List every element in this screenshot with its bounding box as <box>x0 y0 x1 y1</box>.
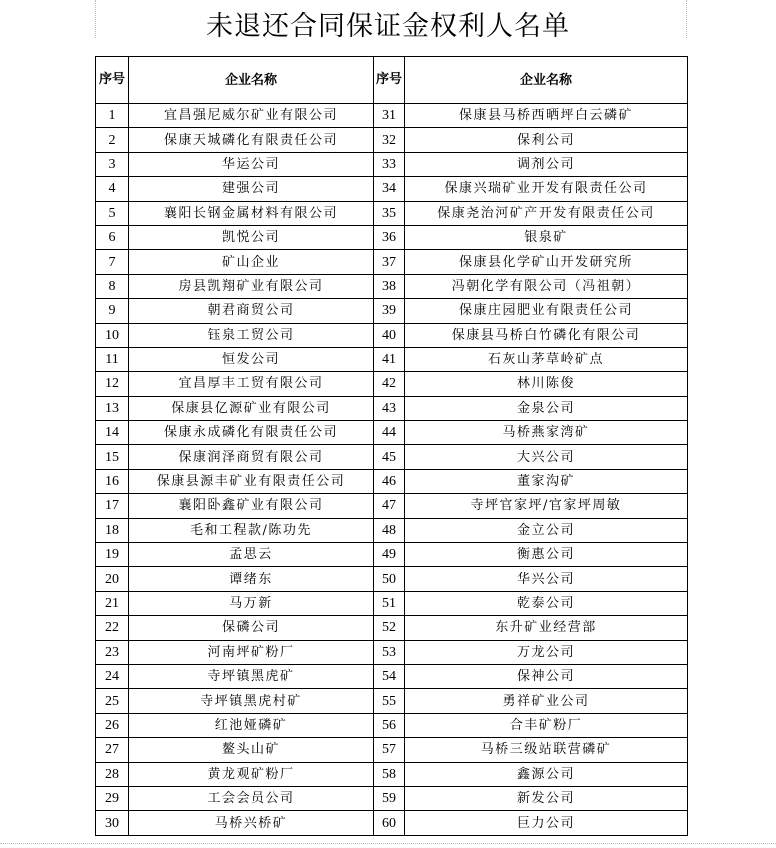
company-name-right: 马桥三级站联营磷矿 <box>405 738 688 762</box>
company-name-right: 冯朝化学有限公司（冯祖朝） <box>405 274 688 298</box>
company-name-right: 调剂公司 <box>405 152 688 176</box>
row-number-left: 18 <box>96 518 129 542</box>
row-number-right: 44 <box>374 421 405 445</box>
row-number-left: 24 <box>96 664 129 688</box>
company-name-right: 巨力公司 <box>405 811 688 835</box>
row-number-left: 12 <box>96 372 129 396</box>
company-name-left: 保康永成磷化有限责任公司 <box>129 421 374 445</box>
company-name-right: 保神公司 <box>405 664 688 688</box>
row-number-left: 3 <box>96 152 129 176</box>
table-row <box>96 299 688 323</box>
company-name-left: 马万新 <box>129 591 374 615</box>
table-row <box>96 396 688 420</box>
row-number-right: 47 <box>374 494 405 518</box>
table-row <box>96 713 688 737</box>
company-name-left: 河南坪矿粉厂 <box>129 640 374 664</box>
company-name-right: 董家沟矿 <box>405 469 688 493</box>
rightholder-table <box>95 56 688 836</box>
row-number-left: 23 <box>96 640 129 664</box>
row-number-left: 1 <box>96 104 129 128</box>
table-row <box>96 372 688 396</box>
company-name-left: 毛和工程款/陈功先 <box>129 518 374 542</box>
table-row <box>96 347 688 371</box>
company-name-left: 宜昌强尼威尔矿业有限公司 <box>129 104 374 128</box>
row-number-left: 14 <box>96 421 129 445</box>
company-name-left: 矿山企业 <box>129 250 374 274</box>
company-name-left: 寺坪镇黑虎村矿 <box>129 689 374 713</box>
row-number-right: 56 <box>374 713 405 737</box>
table-row <box>96 445 688 469</box>
row-number-left: 17 <box>96 494 129 518</box>
row-number-right: 59 <box>374 786 405 810</box>
company-name-left: 凯悦公司 <box>129 225 374 249</box>
row-number-right: 34 <box>374 177 405 201</box>
company-name-left: 保康县源丰矿业有限责任公司 <box>129 469 374 493</box>
company-name-left: 保磷公司 <box>129 616 374 640</box>
table-row <box>96 494 688 518</box>
company-name-right: 寺坪官家坪/官家坪周敏 <box>405 494 688 518</box>
row-number-left: 30 <box>96 811 129 835</box>
company-name-left: 孟思云 <box>129 543 374 567</box>
company-name-right: 勇祥矿业公司 <box>405 689 688 713</box>
row-number-right: 58 <box>374 762 405 786</box>
row-number-right: 53 <box>374 640 405 664</box>
company-name-left: 红池娅磷矿 <box>129 713 374 737</box>
table-row <box>96 786 688 810</box>
company-name-left: 黄龙观矿粉厂 <box>129 762 374 786</box>
table-row <box>96 323 688 347</box>
table-row <box>96 421 688 445</box>
company-name-right: 东升矿业经营部 <box>405 616 688 640</box>
row-number-left: 25 <box>96 689 129 713</box>
table-row <box>96 469 688 493</box>
company-name-left: 建强公司 <box>129 177 374 201</box>
company-name-right: 鑫源公司 <box>405 762 688 786</box>
header-name-left: 企业名称 <box>129 57 374 104</box>
row-number-right: 33 <box>374 152 405 176</box>
row-number-right: 35 <box>374 201 405 225</box>
table-row <box>96 274 688 298</box>
row-number-left: 29 <box>96 786 129 810</box>
row-number-right: 41 <box>374 347 405 371</box>
row-number-left: 15 <box>96 445 129 469</box>
company-name-left: 襄阳卧鑫矿业有限公司 <box>129 494 374 518</box>
row-number-left: 16 <box>96 469 129 493</box>
table-row <box>96 543 688 567</box>
company-name-left: 寺坪镇黑虎矿 <box>129 664 374 688</box>
row-number-right: 54 <box>374 664 405 688</box>
row-number-left: 13 <box>96 396 129 420</box>
company-name-right: 金立公司 <box>405 518 688 542</box>
table-row <box>96 664 688 688</box>
row-number-left: 28 <box>96 762 129 786</box>
table-row <box>96 128 688 152</box>
company-name-right: 合丰矿粉厂 <box>405 713 688 737</box>
company-name-left: 华运公司 <box>129 152 374 176</box>
row-number-right: 52 <box>374 616 405 640</box>
company-name-right: 万龙公司 <box>405 640 688 664</box>
row-number-left: 6 <box>96 225 129 249</box>
company-name-left: 朝君商贸公司 <box>129 299 374 323</box>
table-row <box>96 225 688 249</box>
table-row <box>96 177 688 201</box>
table-row <box>96 567 688 591</box>
header-seq-left: 序号 <box>96 57 129 104</box>
row-number-right: 39 <box>374 299 405 323</box>
row-number-right: 46 <box>374 469 405 493</box>
company-name-left: 房县凯翔矿业有限公司 <box>129 274 374 298</box>
company-name-right: 马桥燕家湾矿 <box>405 421 688 445</box>
row-number-left: 27 <box>96 738 129 762</box>
company-name-right: 银泉矿 <box>405 225 688 249</box>
company-name-right: 石灰山茅草岭矿点 <box>405 347 688 371</box>
row-number-right: 38 <box>374 274 405 298</box>
header-name-right: 企业名称 <box>405 57 688 104</box>
row-number-right: 45 <box>374 445 405 469</box>
company-name-left: 保康县亿源矿业有限公司 <box>129 396 374 420</box>
row-number-right: 48 <box>374 518 405 542</box>
row-number-left: 19 <box>96 543 129 567</box>
company-name-right: 保康尧治河矿产开发有限责任公司 <box>405 201 688 225</box>
company-name-right: 金泉公司 <box>405 396 688 420</box>
company-name-left: 工会会员公司 <box>129 786 374 810</box>
row-number-right: 55 <box>374 689 405 713</box>
company-name-right: 新发公司 <box>405 786 688 810</box>
company-name-right: 保利公司 <box>405 128 688 152</box>
company-name-right: 大兴公司 <box>405 445 688 469</box>
row-number-right: 57 <box>374 738 405 762</box>
company-name-right: 保康兴瑞矿业开发有限责任公司 <box>405 177 688 201</box>
company-name-left: 宜昌厚丰工贸有限公司 <box>129 372 374 396</box>
row-number-left: 20 <box>96 567 129 591</box>
row-number-left: 8 <box>96 274 129 298</box>
table-row <box>96 152 688 176</box>
row-number-right: 49 <box>374 543 405 567</box>
company-name-left: 鳌头山矿 <box>129 738 374 762</box>
company-name-left: 恒发公司 <box>129 347 374 371</box>
company-name-right: 保康县马桥西晒坪白云磷矿 <box>405 104 688 128</box>
table-header-row <box>96 57 688 104</box>
row-number-left: 11 <box>96 347 129 371</box>
row-number-left: 5 <box>96 201 129 225</box>
row-number-left: 4 <box>96 177 129 201</box>
table-body <box>96 104 688 836</box>
table-row <box>96 738 688 762</box>
company-name-right: 保康县化学矿山开发研究所 <box>405 250 688 274</box>
company-name-right: 乾泰公司 <box>405 591 688 615</box>
margin-guide-bottom <box>0 843 776 844</box>
company-name-right: 保康庄园肥业有限责任公司 <box>405 299 688 323</box>
table-row <box>96 591 688 615</box>
row-number-right: 31 <box>374 104 405 128</box>
table-row <box>96 640 688 664</box>
company-name-right: 衡惠公司 <box>405 543 688 567</box>
row-number-right: 51 <box>374 591 405 615</box>
table-row <box>96 811 688 835</box>
row-number-left: 10 <box>96 323 129 347</box>
table-row <box>96 104 688 128</box>
company-name-left: 钰泉工贸公司 <box>129 323 374 347</box>
row-number-left: 2 <box>96 128 129 152</box>
company-name-left: 保康润泽商贸有限公司 <box>129 445 374 469</box>
row-number-right: 42 <box>374 372 405 396</box>
row-number-left: 21 <box>96 591 129 615</box>
row-number-right: 50 <box>374 567 405 591</box>
header-seq-right: 序号 <box>374 57 405 104</box>
company-name-right: 保康县马桥白竹磷化有限公司 <box>405 323 688 347</box>
row-number-left: 7 <box>96 250 129 274</box>
row-number-right: 60 <box>374 811 405 835</box>
company-name-right: 华兴公司 <box>405 567 688 591</box>
table-row <box>96 689 688 713</box>
company-name-left: 襄阳长钢金属材料有限公司 <box>129 201 374 225</box>
row-number-right: 40 <box>374 323 405 347</box>
table-row <box>96 762 688 786</box>
table-row <box>96 250 688 274</box>
row-number-left: 26 <box>96 713 129 737</box>
row-number-right: 36 <box>374 225 405 249</box>
table-row <box>96 518 688 542</box>
row-number-right: 37 <box>374 250 405 274</box>
row-number-right: 43 <box>374 396 405 420</box>
row-number-left: 22 <box>96 616 129 640</box>
row-number-left: 9 <box>96 299 129 323</box>
row-number-right: 32 <box>374 128 405 152</box>
company-name-left: 马桥兴桥矿 <box>129 811 374 835</box>
table-row <box>96 616 688 640</box>
company-name-left: 保康天城磷化有限责任公司 <box>129 128 374 152</box>
document-title: 未退还合同保证金权利人名单 <box>206 11 570 42</box>
company-name-left: 谭绪东 <box>129 567 374 591</box>
table-row <box>96 201 688 225</box>
company-name-right: 林川陈俊 <box>405 372 688 396</box>
